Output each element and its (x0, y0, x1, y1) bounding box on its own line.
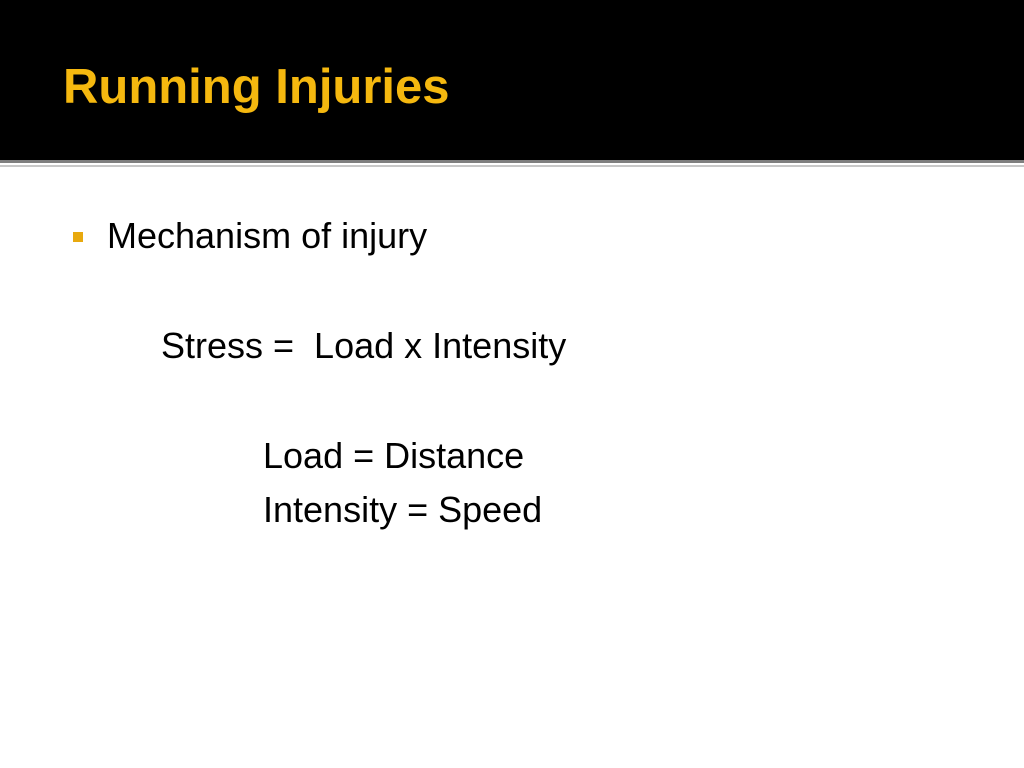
intensity-definition: Intensity = Speed (263, 489, 543, 530)
slide-title: Running Injuries (63, 60, 450, 114)
header-divider-light (0, 165, 1024, 167)
stress-formula: Stress = Load x Intensity (161, 325, 567, 366)
load-definition: Load = Distance (263, 435, 525, 476)
bullet-text: Mechanism of injury (107, 215, 428, 256)
header-divider (0, 160, 1024, 163)
title-bar (0, 0, 1024, 160)
square-bullet-icon (73, 232, 83, 242)
